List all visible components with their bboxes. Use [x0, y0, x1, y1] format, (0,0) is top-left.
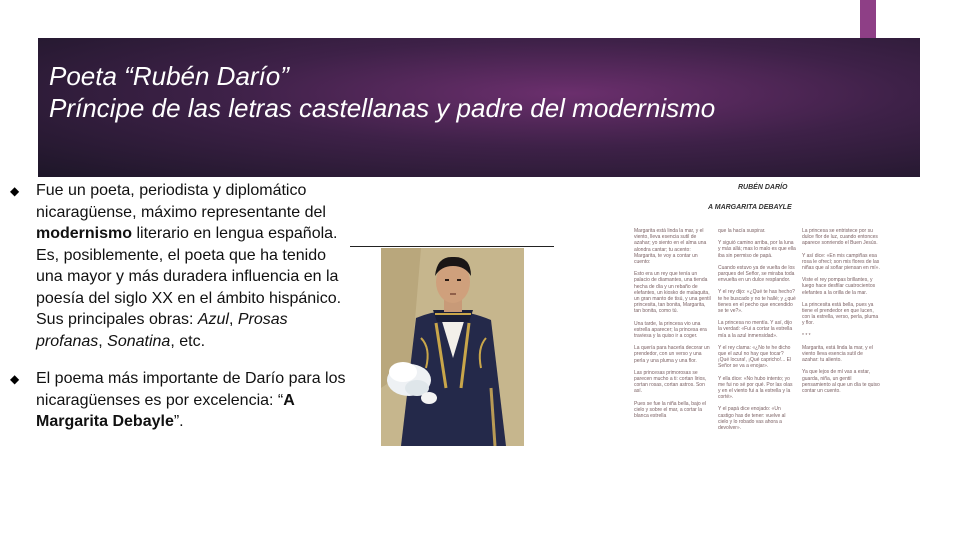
separator: , [228, 311, 238, 328]
stanza: que la hacía suspirar. [718, 228, 766, 234]
stanza: Margarita, está linda la mar, y el viento lleva esencia sutil de azahar: tu aliento. [802, 344, 873, 364]
poem-column-3 [802, 228, 880, 400]
title-line-2: Príncipe de las letras castellanas y padre del modernismo [49, 93, 716, 123]
poem-page [628, 180, 878, 520]
bullet-item-2 [8, 368, 348, 433]
bullet-text-1 [36, 180, 348, 352]
stanza: Pues se fue la niña bella, bajo el cielo y sobre el mar, a cortar la blanca estrella [634, 400, 706, 420]
poem-column-1 [634, 228, 712, 425]
stanza: La quería para hacerla decorar un prendedor, con un verso y una perla y una pluma y una flor. [634, 345, 710, 364]
title-line-1: Poeta “Rubén Darío” [49, 61, 289, 91]
stanza: Las princesas primorosas se parecen mucho a ti: cortan lirios, cortan rosas, cortan astros. Son así. [634, 369, 707, 395]
bullet2-text-b: ”. [173, 413, 184, 430]
work-sonatina: Sonatina [107, 332, 171, 350]
slide-title [49, 60, 909, 124]
stanza: Cuando estuvo ya de vuelta de los parques del Señor, se miraba toda envuelta en un dulce resplandor. [718, 264, 795, 284]
bullet1-text-a: Fue un poeta, periodista y diplomático nicaragüense, máximo representante del [36, 182, 326, 221]
stanza: La princesa no mentía. Y así, dijo la verdad: «Fui a cortar la estrella mía a la azul inmensidad». [718, 320, 793, 339]
stanza: Y ella dice: «No hubo intento; yo me fui no sé por qué. Por las olas y en el viento fui a la estrella y la corté». [718, 375, 793, 401]
diamond-bullet-icon: ◆ [10, 184, 20, 198]
stanza: Ya que lejos de mí vas a estar, guarda, niña, un gentil pensamiento al que un día te quiso contar un cuento. [802, 369, 880, 395]
work-azul: Azul [197, 311, 229, 328]
bullet2-text-a: El poema más importante de Darío para los nicaragüenses es por excelencia: “ [36, 370, 346, 409]
stanza: * * * [802, 332, 811, 339]
bullet-list [8, 180, 348, 449]
poem-column-2 [718, 228, 796, 437]
stanza: Viste el rey pompas brillantes, y luego hace desfilar cuatrocientos elefantes a la orilla de la mar. [802, 277, 876, 296]
separator: , [98, 332, 108, 350]
stanza: Y siguió camino arriba, por la luna y más allá; mas lo malo es que ella iba sin permiso de papá. [718, 240, 796, 259]
stanza: Y el rey clama: «¿No te he dicho que el azul no hay que tocar? ¡Qué locura!, ¡Qué capricho!... El Señor se va a enojar». [718, 344, 792, 370]
work-prosas-profanas: Prosas profanas [36, 311, 288, 350]
divider-line [350, 246, 554, 247]
poem-title: A MARGARITA DEBAYLE [708, 204, 792, 211]
stanza: Una tarde, la princesa vio una estrella aparecer; la princesa era traviesa y la quiso ir a coger. [634, 320, 707, 340]
stanza: Esto era un rey que tenía un palacio de diamantes, una tienda hecha de día y un rebaño de elefantes, un kiosko de malaquita, un gran manto de tisú, y una gentil princesita, tan bonita, Margarita, tan bonita, como tú. [634, 271, 711, 315]
bullet1-text-b: literario en lengua española. Es, posiblemente, el poeta que ha tenido una mayor y más duradera influencia en la poesía del siglo XX en el ámbito hispánico. Sus principales obras: [36, 225, 342, 328]
poem-author: RUBÉN DARÍO [738, 184, 788, 191]
stanza: Y el rey dijo: «¿Qué te has hecho? te he buscado y no te hallé; y ¿qué tienes en el pecho que encendido se te ve?». [718, 289, 796, 315]
bullet1-bold-modernismo: modernismo [36, 225, 133, 242]
portrait-image [381, 248, 524, 446]
poem-name-bold: A Margarita Debayle [36, 391, 295, 430]
bullet1-text-c: , etc. [170, 332, 206, 350]
stanza: Margarita está linda la mar, y el viento, lleva esencia sutil de azahar; yo siento en el alma una alondra cantar; tu acento: Margarita, te voy a contar un cuento: [634, 228, 707, 266]
stanza: Y así dice: «En mis campiñas esa rosa le ofrecí; son mis flores de las niñas que al soñar piensan en mí». [802, 252, 880, 272]
stanza: La princesa se entristece por su dulce flor de luz, cuando entonces aparece sonriendo el Buen Jesús. [802, 228, 878, 247]
portrait-illustration [381, 248, 524, 446]
bullet-text-2 [36, 368, 348, 433]
stanza: La princesita está bella, pues ya tiene el prendedor en que lucen, con la estrella, verso, perla, pluma y flor. [802, 301, 879, 327]
stanza: Y el papá dice enojado: «Un castigo has de tener: vuelve al cielo y lo robado vas ahora a devolver». [718, 406, 786, 432]
bullet-item-1 [8, 180, 348, 352]
diamond-bullet-icon: ◆ [10, 372, 20, 386]
